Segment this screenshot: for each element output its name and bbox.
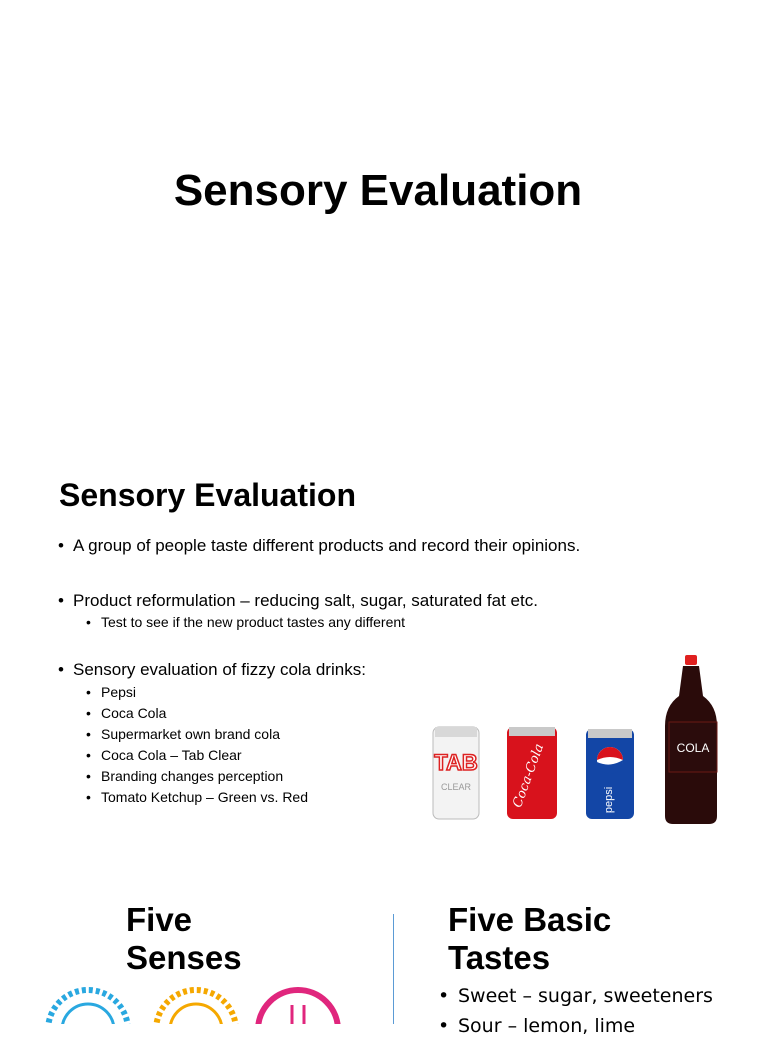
bullet-item: • A group of people taste different products and record their opinions.	[58, 536, 580, 556]
sub-bullet-item: • Branding changes perception	[86, 768, 283, 784]
taste-bullet: • Sour – lemon, lime	[438, 1015, 635, 1037]
senses-icons	[40, 985, 350, 1024]
bullet-item: • Product reformulation – reducing salt, sugar, saturated fat etc.	[58, 591, 538, 611]
sub-bullet-item: • Coca Cola	[86, 705, 166, 721]
column-divider	[393, 914, 394, 1024]
sub-bullet-item: • Tomato Ketchup – Green vs. Red	[86, 789, 308, 805]
title-slide	[0, 0, 768, 432]
slide-heading: Sensory Evaluation	[59, 477, 356, 513]
clear-label: CLEAR	[440, 782, 472, 792]
tab-clear-can	[433, 727, 479, 819]
cola-products-image	[415, 650, 735, 830]
pepsi-label: pepsi	[603, 786, 615, 814]
slide-title: Sensory Evaluation	[173, 166, 583, 215]
nose-icon	[156, 990, 236, 1024]
coke-label: Coca-Cola	[510, 741, 548, 810]
tab-label: TAB	[434, 750, 478, 775]
five-senses-title: Five Senses	[126, 901, 242, 976]
ear-icon	[258, 990, 338, 1024]
sub-bullet-item: • Test to see if the new product tastes any different	[86, 614, 405, 630]
sub-bullet-item: • Supermarket own brand cola	[86, 726, 280, 742]
bullet-item: • Sensory evaluation of fizzy cola drinks:	[58, 660, 366, 680]
cola-bottle	[665, 655, 717, 824]
five-basic-tastes-title: Five Basic Tastes	[448, 901, 612, 976]
pepsi-can	[586, 729, 634, 819]
sub-bullet-item: • Pepsi	[86, 684, 136, 700]
coca-cola-can	[507, 727, 557, 819]
eye-icon	[48, 990, 128, 1024]
sub-bullet-item: • Coca Cola – Tab Clear	[86, 747, 242, 763]
bottle-label: COLA	[676, 741, 710, 755]
taste-bullet: • Sweet – sugar, sweeteners	[438, 985, 713, 1007]
